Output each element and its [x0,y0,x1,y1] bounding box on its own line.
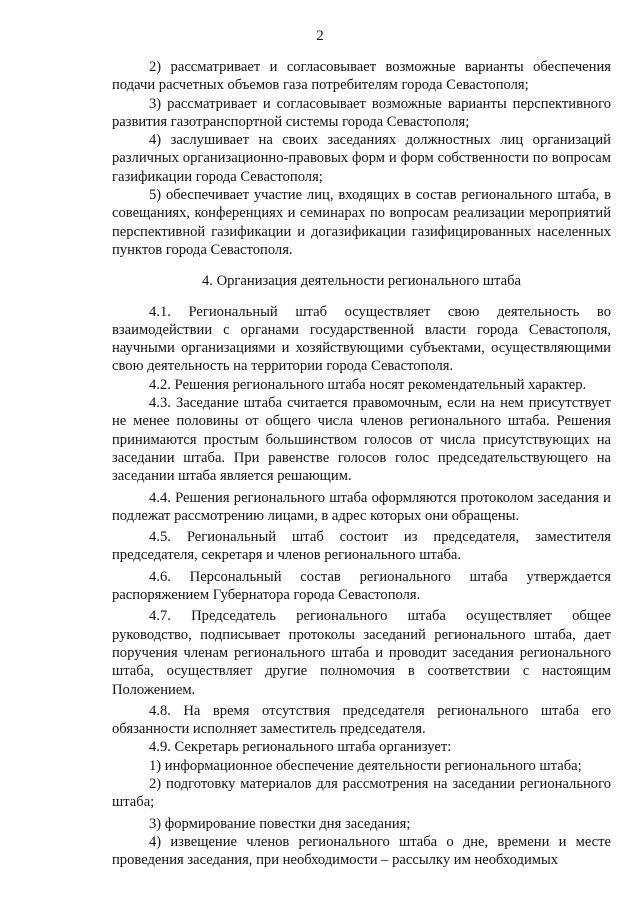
paragraph-4-7: 4.7. Председатель регионального штаба осуществляет общее руководство, подписывает протоколы заседаний регионального штаба, дает поручения членам регионального штаба и проводит заседания регионального штаба, осуществляет другие полномочия в соответствии с настоящим Положением. [112,608,611,698]
paragraph-4-3: 4.3. Заседание штаба считается правомочным, если на нем присутствует не менее половины от общего числа членов регионального штаба. Решения принимаются простым большинством голосов от числа присутствующих на заседании штаба. При равенстве голосов голос председательствующего на заседании штаба является решающим. [112,395,611,485]
paragraph-4-9-item-4: 4) извещение членов регионального штаба о дне, времени и месте проведения заседания, при необходимости – рассылку им необходимых [112,833,611,869]
paragraph-4-5: 4.5. Региональный штаб состоит из председателя, заместителя председателя, секретаря и членов регионального штаба. [112,529,611,564]
list-item-3: 3) рассматривает и согласовывает возможные варианты перспективного развития газотранспортной системы города Севастополя; [112,95,611,130]
paragraph-4-9-item-1: 1) информационное обеспечение деятельности регионального штаба; [149,757,582,774]
paragraph-4-9-item-2: 2) подготовку материалов для рассмотрения на заседании регионального штаба; [112,775,611,811]
paragraph-4-4: 4.4. Решения регионального штаба оформляются протоколом заседания и подлежат рассмотрению лицами, в адрес которых они обращены. [112,489,611,524]
document-body [112,58,611,869]
paragraph-4-1: 4.1. Региональный штаб осуществляет свою деятельность во взаимодействии с органами государственной власти города Севастополя, научными организациями и хозяйствующими субъектами, осуществляющими свою деятельность на территории города Севастополя. [112,303,611,375]
paragraph-4-6: 4.6. Персональный состав регионального штаба утверждается распоряжением Губернатора города Севастополя. [112,568,611,604]
paragraph-4-9-item-3: 3) формирование повестки дня заседания; [149,815,411,832]
paragraph-4-2: 4.2. Решения регионального штаба носят рекомендательный характер. [149,376,587,393]
list-item-4: 4) заслушивает на своих заседаниях должностных лиц организаций различных организационно-правовых форм и форм собственности по вопросам газификации города Севастополя; [112,132,611,185]
section-heading: 4. Организация деятельности регионального штаба [202,273,521,290]
paragraph-4-9: 4.9. Секретарь регионального штаба организует: [149,739,452,756]
list-item-2: 2) рассматривает и согласовывает возможные варианты обеспечения подачи расчетных объемов газа потребителям города Севастополя; [112,59,611,94]
paragraph-4-8: 4.8. На время отсутствия председателя регионального штаба его обязанности исполняет заместитель председателя. [112,702,611,738]
page-number: 2 [316,28,324,44]
list-item-5: 5) обеспечивает участие лиц, входящих в состав регионального штаба, в совещаниях, конференциях и семинарах по вопросам реализации мероприятий перспективной газификации и догазификации газифицированных населенных пунктов города Севастополя. [112,187,611,258]
